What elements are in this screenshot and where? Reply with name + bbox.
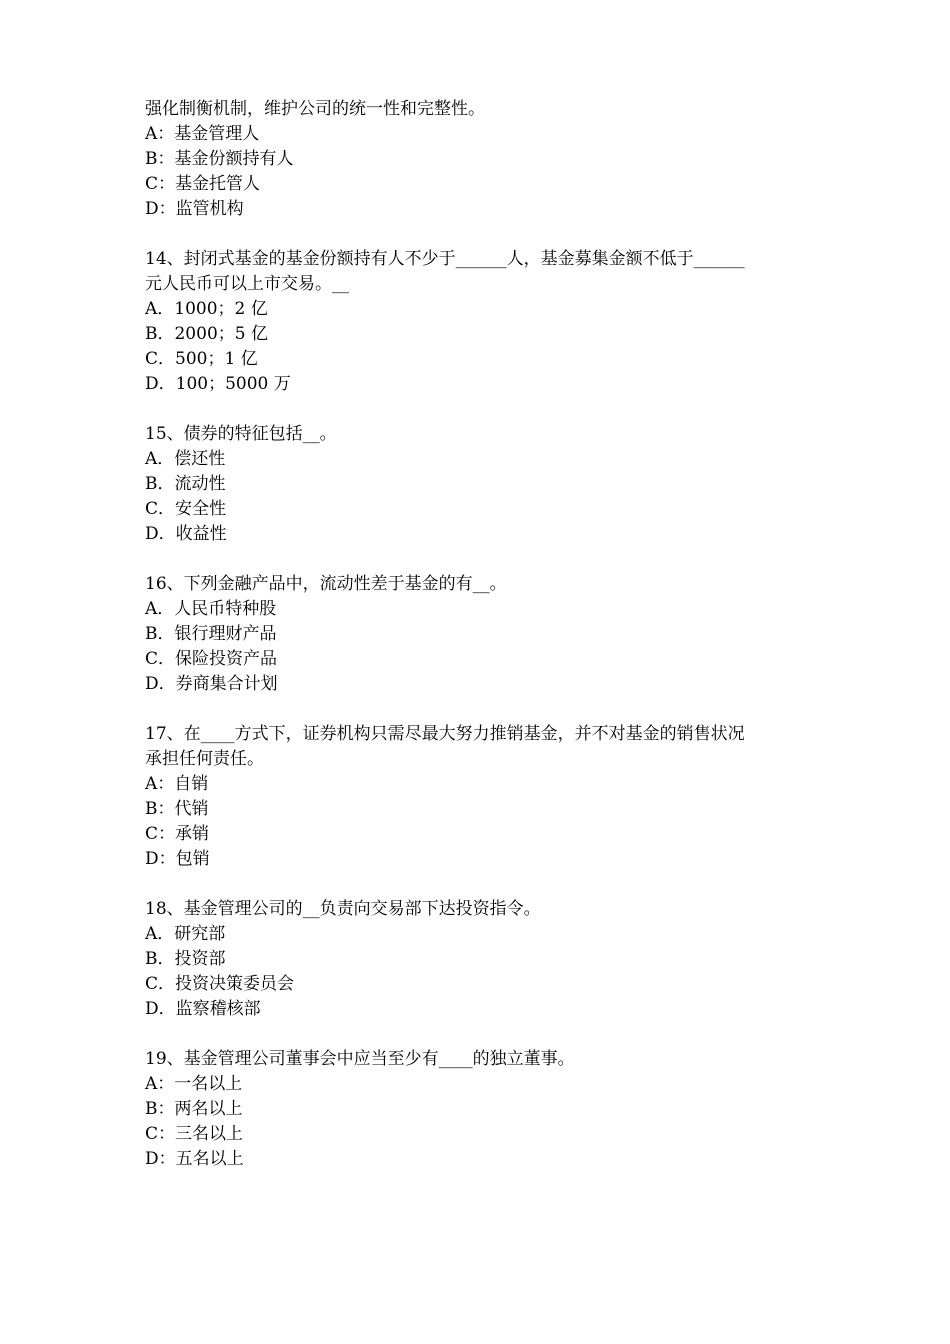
- option-b: B：代销: [145, 799, 209, 819]
- question-stem-line: 16、下列金融产品中，流动性差于基金的有__。: [145, 574, 507, 594]
- option-d: D：监管机构: [145, 199, 244, 219]
- option-b: B．银行理财产品: [145, 624, 277, 644]
- option-a: A：自销: [145, 774, 209, 794]
- option-c: C：基金托管人: [145, 174, 261, 194]
- question-stem-line: 承担任何责任。: [145, 749, 264, 769]
- question-stem-line: 17、在____方式下，证券机构只需尽最大努力推销基金，并不对基金的销售状况: [145, 724, 745, 744]
- option-c: C：承销: [145, 824, 210, 844]
- option-a: A．研究部: [145, 924, 226, 944]
- question-stem-line: 18、基金管理公司的__负责向交易部下达投资指令。: [145, 899, 541, 919]
- spacer: [145, 697, 825, 722]
- option-list: [145, 922, 825, 1022]
- option-c: C．500；1 亿: [145, 349, 258, 369]
- question-18: [145, 897, 825, 1022]
- question-17: [145, 722, 825, 872]
- option-b: B：两名以上: [145, 1099, 243, 1119]
- option-d: D：五名以上: [145, 1149, 244, 1169]
- option-c: C．投资决策委员会: [145, 974, 295, 994]
- option-b: B：基金份额持有人: [145, 149, 294, 169]
- option-c: C：三名以上: [145, 1124, 244, 1144]
- spacer: [145, 1022, 825, 1047]
- option-list: [145, 1072, 825, 1172]
- option-list: [145, 447, 825, 547]
- option-list: [145, 772, 825, 872]
- option-a: A：基金管理人: [145, 124, 260, 144]
- question-15: [145, 422, 825, 547]
- option-d: D．监察稽核部: [145, 999, 261, 1019]
- option-list: [145, 122, 825, 222]
- question-stem-line: 15、债券的特征包括__。: [145, 424, 337, 444]
- option-list: [145, 297, 825, 397]
- question-16: [145, 572, 825, 697]
- option-c: C．保险投资产品: [145, 649, 278, 669]
- option-b: B．2000；5 亿: [145, 324, 268, 344]
- option-a: A：一名以上: [145, 1074, 243, 1094]
- question-19: [145, 1047, 825, 1172]
- question-stem-line: 19、基金管理公司董事会中应当至少有____的独立董事。: [145, 1049, 575, 1069]
- option-a: A．1000；2 亿: [145, 299, 268, 319]
- spacer: [145, 547, 825, 572]
- spacer: [145, 222, 825, 247]
- question-stem-line: 14、封闭式基金的基金份额持有人不少于______人，基金募集金额不低于______: [145, 249, 745, 269]
- option-b: B．投资部: [145, 949, 226, 969]
- option-b: B．流动性: [145, 474, 226, 494]
- spacer: [145, 397, 825, 422]
- question-stem-line: 强化制衡机制，维护公司的统一性和完整性。: [145, 99, 485, 119]
- option-d: D：包销: [145, 849, 210, 869]
- document-content: [145, 97, 825, 1172]
- option-d: D．100；5000 万: [145, 374, 291, 394]
- question-14: [145, 247, 825, 397]
- spacer: [145, 872, 825, 897]
- option-a: A．人民币特种股: [145, 599, 277, 619]
- intro-block: [145, 97, 825, 222]
- question-stem-line: 元人民币可以上市交易。__: [145, 274, 349, 294]
- option-a: A．偿还性: [145, 449, 226, 469]
- option-d: D．收益性: [145, 524, 227, 544]
- option-d: D．券商集合计划: [145, 674, 278, 694]
- option-c: C．安全性: [145, 499, 227, 519]
- option-list: [145, 597, 825, 697]
